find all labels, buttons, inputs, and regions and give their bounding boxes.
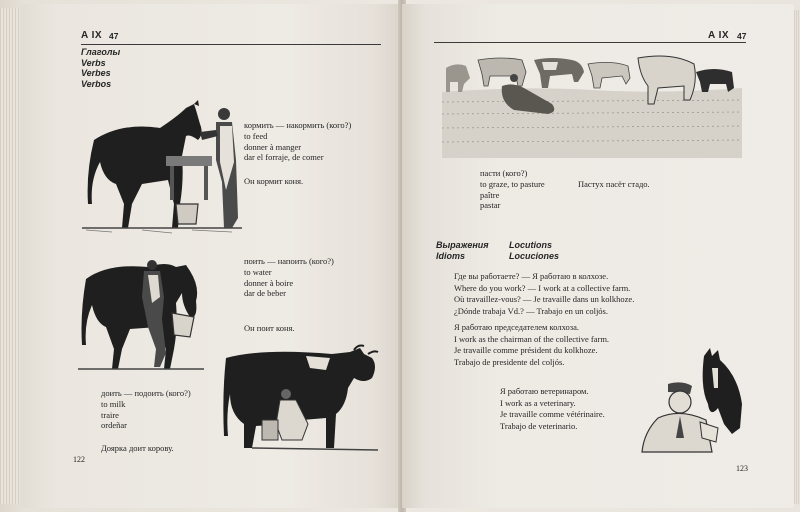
right-header-rule — [434, 42, 746, 43]
left-page-number: 122 — [73, 455, 85, 464]
dialogue-block: Где вы работаете? — Я работаю в колхозе. Where do you work? — I work at a collective farm. Où travaillez-vous? — Je travaille dans un kolkhoze. ¿Dónde trabaja Vd.? — Trabajo en un coljós. — [454, 271, 635, 316]
right-page — [402, 4, 794, 508]
verb-water-translations: to water donner à boire dar de beber — [244, 267, 294, 298]
horse-watering-illustration — [78, 257, 208, 375]
verb-water-example: Он поит коня. — [244, 323, 295, 333]
verb-graze-example: Пастух пасёт стадо. — [578, 179, 650, 189]
idioms-title-left: Выражения Idioms — [436, 240, 489, 261]
chairman-block: Я работаю председателем колхоза. I work as the chairman of the collective farm. Je travaille comme président du kolkhoze. Trabajo de presidente del coljós. — [454, 322, 610, 367]
cow-milking-illustration — [222, 344, 380, 462]
vet-block: Я работаю ветеринаром. I work as a veterinary. Je travaille comme vétérinaire. Trabajo de veterinario. — [500, 386, 605, 431]
grazing-herd-illustration — [442, 52, 742, 158]
left-header-lesson: A IX — [81, 30, 103, 41]
verb-graze-russian: пасти (кого?) — [480, 168, 528, 178]
right-page-number: 123 — [736, 464, 748, 473]
verb-water-russian: поить — напоить (кого?) — [244, 256, 334, 266]
verb-milk-translations: to milk traire ordeñar — [101, 399, 127, 430]
verb-milk-russian: доить — подоить (кого?) — [101, 388, 191, 398]
veterinarian-illustration — [638, 348, 748, 456]
verb-milk-example: Доярка доит корову. — [101, 443, 174, 453]
section-title-verbs: Глаголы Verbs Verbes Verbos — [81, 47, 121, 89]
idioms-title-right: Locutions Locuciones — [509, 240, 560, 261]
left-header-rule — [81, 44, 381, 45]
right-header-lesson: A IX — [708, 30, 730, 41]
left-header-number: 47 — [109, 31, 119, 41]
verb-feed-translations: to feed donner à manger dar el forraje, de comer — [244, 131, 324, 162]
page-edges-left — [0, 8, 20, 504]
verb-graze-translations: to graze, to pasture paître pastar — [480, 179, 545, 210]
page-edges-right — [794, 10, 800, 504]
horse-feeding-illustration — [82, 100, 242, 240]
left-page — [20, 4, 404, 508]
verb-feed-example: Он кормит коня. — [244, 176, 304, 186]
verb-feed-russian: кормить — накормить (кого?) — [244, 120, 352, 130]
right-header-number: 47 — [737, 31, 747, 41]
